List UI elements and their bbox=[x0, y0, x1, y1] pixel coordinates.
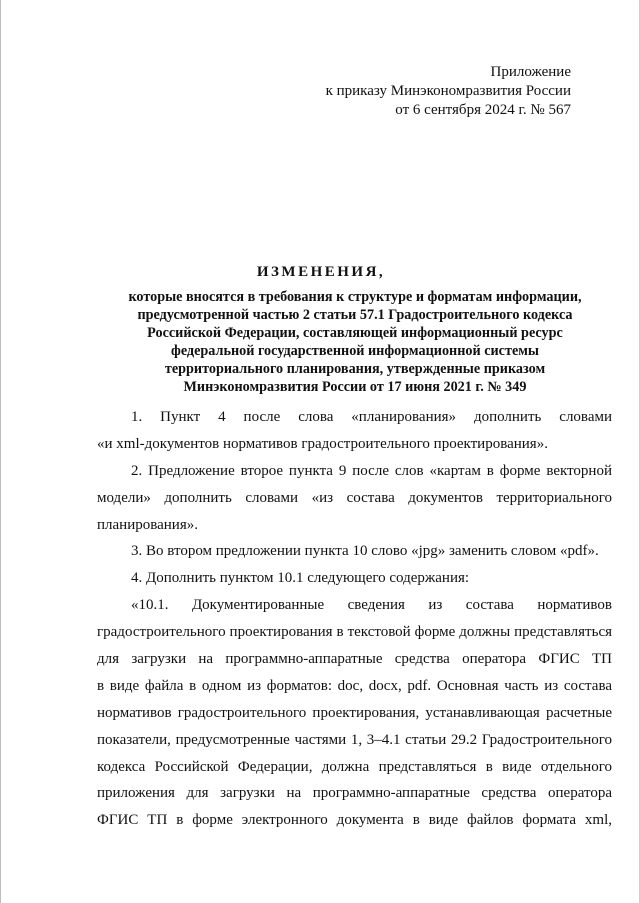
document-body bbox=[97, 404, 612, 834]
paragraph-line: нормативов градостроительного проектирования, устанавливающая расчетные bbox=[97, 704, 612, 721]
paragraph-line: 4. Дополнить пунктом 10.1 следующего содержания: bbox=[131, 570, 470, 587]
appendix-label: Приложение bbox=[490, 64, 571, 80]
paragraph-line: ФГИС ТП в форме электронного документа в виде файлов формата xml, bbox=[97, 812, 612, 829]
appendix-order-date: от 6 сентября 2024 г. № 567 bbox=[395, 102, 571, 118]
paragraph-line: показатели, предусмотренные частями 1, 3–4.1 статьи 29.2 Градостроительного bbox=[97, 731, 612, 748]
appendix-block bbox=[326, 63, 571, 120]
paragraph-line: градостроительного проектирования в текстовой форме должны представляться bbox=[97, 624, 612, 641]
document-subtitle bbox=[99, 288, 611, 396]
paragraph-line: в виде файла в одном из форматов: doc, docx, pdf. Основная часть из состава bbox=[97, 677, 612, 694]
paragraph-line: приложения для загрузки на программно-аппаратные средства оператора bbox=[97, 785, 612, 802]
subtitle-line: федеральной государственной информационной системы bbox=[171, 343, 539, 359]
paragraph-line: модели» дополнить словами «из состава документов территориального bbox=[97, 489, 612, 506]
appendix-order-ref: к приказу Минэкономразвития России bbox=[325, 83, 571, 99]
document-title: ИЗМЕНЕНИЯ, bbox=[256, 264, 386, 280]
subtitle-line: территориального планирования, утвержденные приказом bbox=[164, 361, 546, 377]
subtitle-line: Минэкономразвития России от 17 июня 2021 г. № 349 bbox=[183, 379, 527, 395]
paragraph-line: для загрузки на программно-аппаратные средства оператора ФГИС ТП bbox=[97, 651, 612, 668]
subtitle-line: которые вносятся в требования к структуре и форматам информации, bbox=[128, 289, 582, 305]
paragraph-line: «и xml-документов нормативов градостроительного проектирования». bbox=[97, 435, 548, 452]
paragraph-line: кодекса Российской Федерации, должна представляться в виде отдельного bbox=[97, 758, 612, 775]
paragraph-line: 2. Предложение второе пункта 9 после слов «картам в форме векторной bbox=[131, 462, 612, 479]
subtitle-line: Российской Федерации, составляющей информационный ресурс bbox=[147, 325, 563, 341]
paragraph-line: «10.1. Документированные сведения из состава нормативов bbox=[131, 597, 612, 614]
paragraph-line: 3. Во втором предложении пункта 10 слово «jpg» заменить словом «pdf». bbox=[131, 543, 599, 560]
subtitle-line: предусмотренной частью 2 статьи 57.1 Градостроительного кодекса bbox=[137, 307, 573, 323]
paragraph-line: 1. Пункт 4 после слова «планирования» дополнить словами bbox=[131, 409, 612, 425]
paragraph-line: планирования». bbox=[97, 516, 198, 533]
